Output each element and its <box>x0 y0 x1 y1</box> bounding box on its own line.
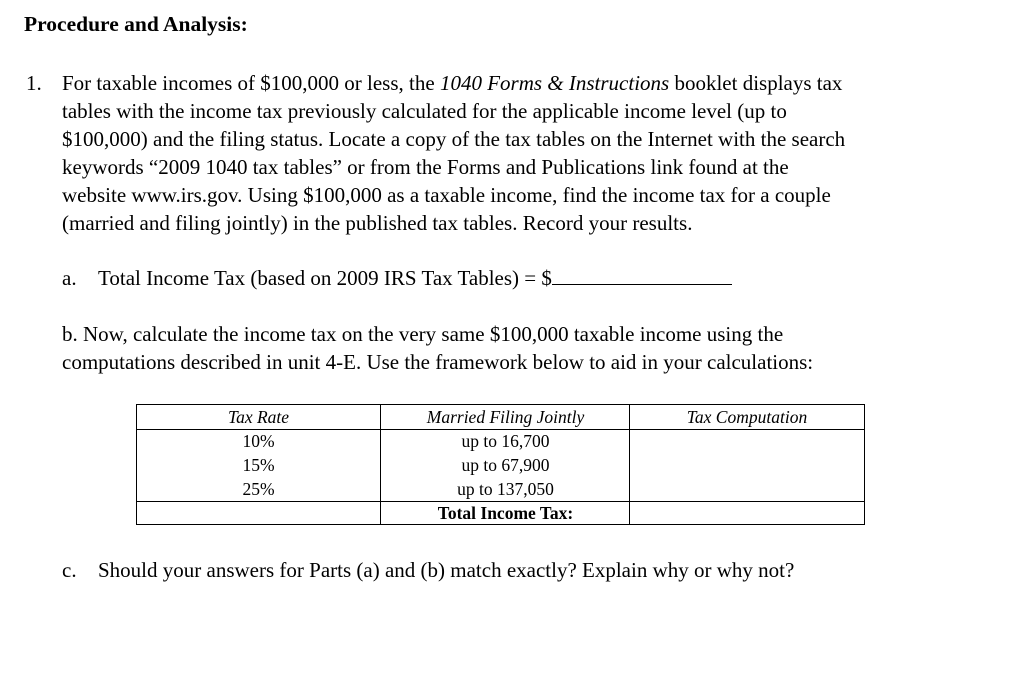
part-b-line: b. Now, calculate the income tax on the very same $100,000 taxable income using the <box>62 322 784 346</box>
question-line: $100,000) and the filing status. Locate a copy of the tax tables on the Internet with the search <box>62 127 846 151</box>
part-c <box>62 556 794 584</box>
booklet-title: 1040 Forms & Instructions <box>439 71 670 95</box>
tax-rate-cell: 15% <box>242 455 275 475</box>
part-c-label: c. <box>62 558 77 582</box>
answer-blank[interactable] <box>552 264 732 285</box>
question-line-text: For taxable incomes of $100,000 or less, the <box>62 71 440 95</box>
question-text <box>62 69 1002 237</box>
part-b-line: computations described in unit 4-E. Use the framework below to aid in your calculations: <box>62 350 814 374</box>
total-income-tax-label: Total Income Tax: <box>437 503 574 523</box>
tax-rate-header: Tax Rate <box>227 407 290 427</box>
computation-input-cell[interactable] <box>630 429 864 453</box>
part-a <box>62 264 732 292</box>
question-line: keywords “2009 1040 tax tables” or from the Forms and Publications link found at the <box>62 155 789 179</box>
bracket-cell: up to 137,050 <box>457 479 554 499</box>
question-line-text: booklet displays tax <box>669 71 843 95</box>
tax-rate-cell: 10% <box>242 431 275 451</box>
tax-computation-column <box>629 405 864 524</box>
part-b <box>62 320 813 376</box>
question-line: website www.irs.gov. Using $100,000 as a taxable income, find the income tax for a couple <box>62 183 831 207</box>
bracket-cell: up to 67,900 <box>461 455 550 475</box>
tax-computation-header: Tax Computation <box>686 407 808 427</box>
tax-framework-table <box>136 404 865 525</box>
part-a-label: a. <box>62 266 77 290</box>
tax-rate-column <box>137 405 380 524</box>
computation-input-cell[interactable] <box>630 453 864 477</box>
question-line: tables with the income tax previously calculated for the applicable income level (up to <box>62 99 787 123</box>
married-filing-column <box>380 405 630 524</box>
total-tax-input-cell[interactable] <box>630 501 864 524</box>
part-a-text: Total Income Tax (based on 2009 IRS Tax Tables) = $ <box>98 266 552 290</box>
computation-input-cell[interactable] <box>630 477 864 501</box>
bracket-cell: up to 16,700 <box>461 431 550 451</box>
question-number: 1. <box>26 71 42 95</box>
question-line: (married and filing jointly) in the published tax tables. Record your results. <box>62 211 693 235</box>
part-c-text: Should your answers for Parts (a) and (b) match exactly? Explain why or why not? <box>98 558 795 582</box>
married-filing-header: Married Filing Jointly <box>426 407 585 427</box>
tax-rate-empty-cell <box>137 501 380 524</box>
tax-rate-cell: 25% <box>242 479 275 499</box>
page-heading: Procedure and Analysis: <box>24 12 248 36</box>
question-line <box>62 69 1002 97</box>
